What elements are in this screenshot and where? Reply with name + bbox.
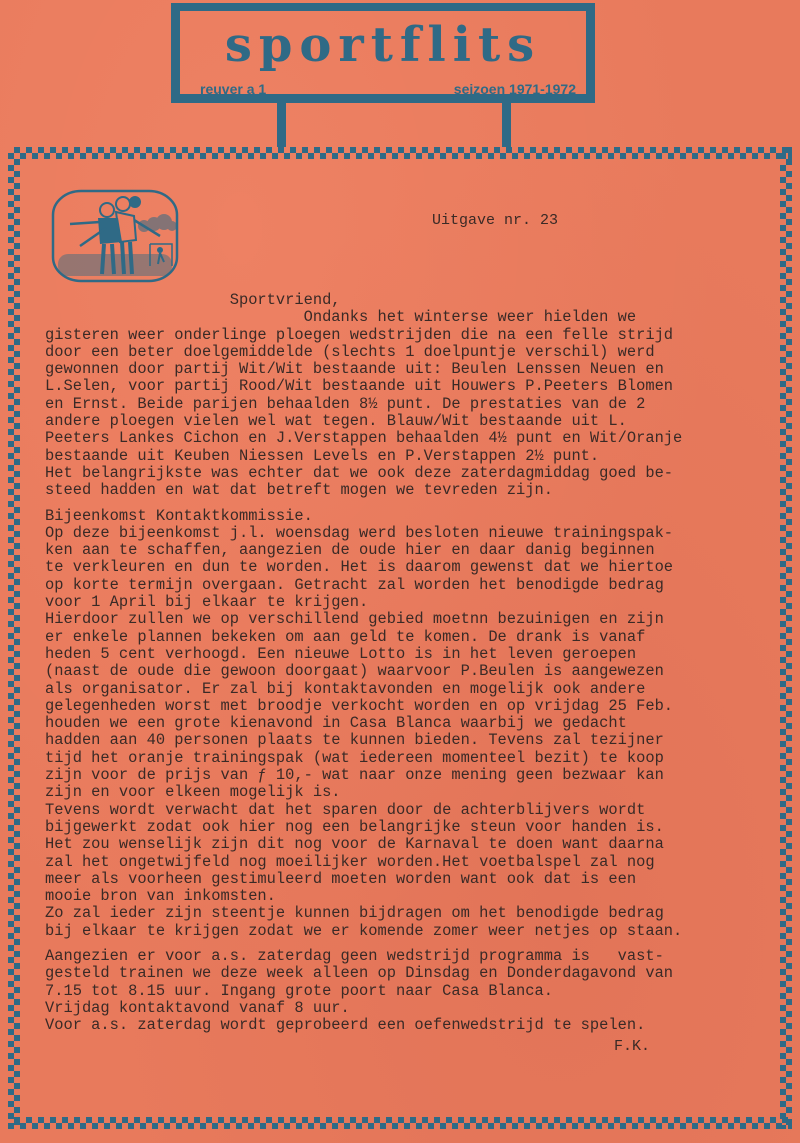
masthead-post-right xyxy=(502,103,511,147)
text-line: op korte termijn overgaan. Getracht zal worden het benodigde bedrag xyxy=(45,575,664,594)
text-line: Op deze bijeenkomst j.l. woensdag werd besloten nieuwe trainingspak- xyxy=(45,523,674,542)
text-line: bestaande uit Keuben Niessen Levels en P.Verstappen 2½ punt. xyxy=(45,446,600,465)
text-line: gewonnen door partij Wit/Wit bestaande uit: Beulen Lenssen Neuen en xyxy=(45,360,664,379)
text-line: bij elkaar te krijgen zodat we er komende zomer weer netjes op staan. xyxy=(45,921,683,940)
text-line: zijn voor de prijs van ƒ 10,- wat naar onze mening geen bezwaar kan xyxy=(45,766,664,785)
football-players-tv-icon xyxy=(50,188,180,284)
text-line: Het zou wenselijk zijn dit nog voor de Karnaval te doen want daarna xyxy=(45,835,664,854)
text-line: Ondanks het winterse weer hielden we xyxy=(45,308,637,327)
text-line: Hierdoor zullen we op verschillend gebied moetnn bezuinigen en zijn xyxy=(45,610,664,629)
season-label: seizoen 1971-1972 xyxy=(453,81,576,97)
checker-border-left xyxy=(8,147,20,1129)
checker-border-bottom xyxy=(8,1117,792,1129)
paragraph-training-matches xyxy=(45,309,775,499)
text-line: als organisator. Er zal bij kontaktavonden en mogelijk ook andere xyxy=(45,679,646,698)
text-line: meer als voorheen gestimuleerd moeten worden want ook dat is een xyxy=(45,869,637,888)
salutation: Sportvriend, xyxy=(45,291,341,309)
text-line: Aangezien er voor a.s. zaterdag geen wedstrijd programma is vast- xyxy=(45,946,664,965)
text-line: Vrijdag kontaktavond vanaf 8 uur. xyxy=(45,998,350,1017)
text-line: tijd het oranje trainingspak (wat iedereen momenteel bezit) te koop xyxy=(45,748,664,767)
text-line: en Ernst. Beide parijen behaalden 8½ punt. De prestaties van de 2 xyxy=(45,394,646,413)
text-line: steed hadden en wat dat betreft mogen we tevreden zijn. xyxy=(45,481,553,500)
text-line: door een beter doelgemiddelde (slechts 1 doelpuntje verschil) werd xyxy=(45,342,655,361)
text-line: L.Selen, voor partij Rood/Wit bestaande uit Houwers P.Peeters Blomen xyxy=(45,377,674,396)
text-line: Zo zal ieder zijn steentje kunnen bijdragen om het benodigde bedrag xyxy=(45,904,664,923)
checker-border-right xyxy=(780,147,792,1129)
text-line: ken aan te schaffen, aangezien de oude hier en daar danig beginnen xyxy=(45,541,655,560)
text-line: Het belangrijkste was echter dat we ook deze zaterdagmiddag goed be- xyxy=(45,463,674,482)
text-line: er enkele plannen bekeken om aan geld te komen. De drank is vanaf xyxy=(45,627,646,646)
text-line: heden 5 cent verhoogd. Een nieuwe Lotto is in het leven geroepen xyxy=(45,644,637,663)
text-line: gisteren weer onderlinge ploegen wedstrijden die na een felle strijd xyxy=(45,325,674,344)
checker-border-top xyxy=(8,147,792,159)
club-name: reuver a 1 xyxy=(200,81,267,97)
letter-body xyxy=(45,292,775,1034)
text-line: andere ploegen vielen wel wat tegen. Blauw/Wit bestaande uit L. xyxy=(45,412,627,431)
signature: F.K. xyxy=(614,1038,651,1055)
text-line: (naast de oude die gewoon doorgaat) waarvoor P.Beulen is aangewezen xyxy=(45,662,664,681)
text-line: hadden aan 40 personen plaats te kunnen bieden. Tevens zal tezijner xyxy=(45,731,664,750)
text-line: mooie bron van inkomsten. xyxy=(45,887,276,906)
issue-number: Uitgave nr. 23 xyxy=(432,212,559,229)
text-line: Tevens wordt verwacht dat het sparen door de achterblijvers wordt xyxy=(45,800,646,819)
masthead-post-left xyxy=(277,103,286,147)
text-line: Peeters Lankes Cichon en J.Verstappen behaalden 4½ punt en Wit/Oranje xyxy=(45,429,683,448)
text-line: zal het ongetwijfeld nog moeilijker worden.Het voetbalspel zal nog xyxy=(45,852,655,871)
text-line: zijn en voor elkeen mogelijk is. xyxy=(45,783,341,802)
text-line: gesteld trainen we deze week alleen op Dinsdag en Donderdagavond van xyxy=(45,964,674,983)
text-line: te verkleuren en dun te worden. Het is daarom gewenst dat we hiertoe xyxy=(45,558,674,577)
masthead xyxy=(171,3,595,103)
text-line: houden we een grote kienavond in Casa Blanca waarbij we gedacht xyxy=(45,714,627,733)
paragraph-training-schedule xyxy=(45,948,775,1034)
paragraph-contact-committee xyxy=(45,508,775,940)
section-heading: Bijeenkomst Kontaktkommissie. xyxy=(45,506,313,525)
text-line: gelegenheden worst met broodje verkocht worden en op vrijdag 25 Feb. xyxy=(45,696,674,715)
text-line: Voor a.s. zaterdag wordt geprobeerd een oefenwedstrijd te spelen. xyxy=(45,1016,646,1035)
text-line: 7.15 tot 8.15 uur. Ingang grote poort naar Casa Blanca. xyxy=(45,981,553,1000)
masthead-title: sportflits xyxy=(224,17,542,73)
text-line: voor 1 April bij elkaar te krijgen. xyxy=(45,593,369,612)
text-line: bijgewerkt zodat ook hier nog een belangrijke steun voor handen is. xyxy=(45,817,664,836)
